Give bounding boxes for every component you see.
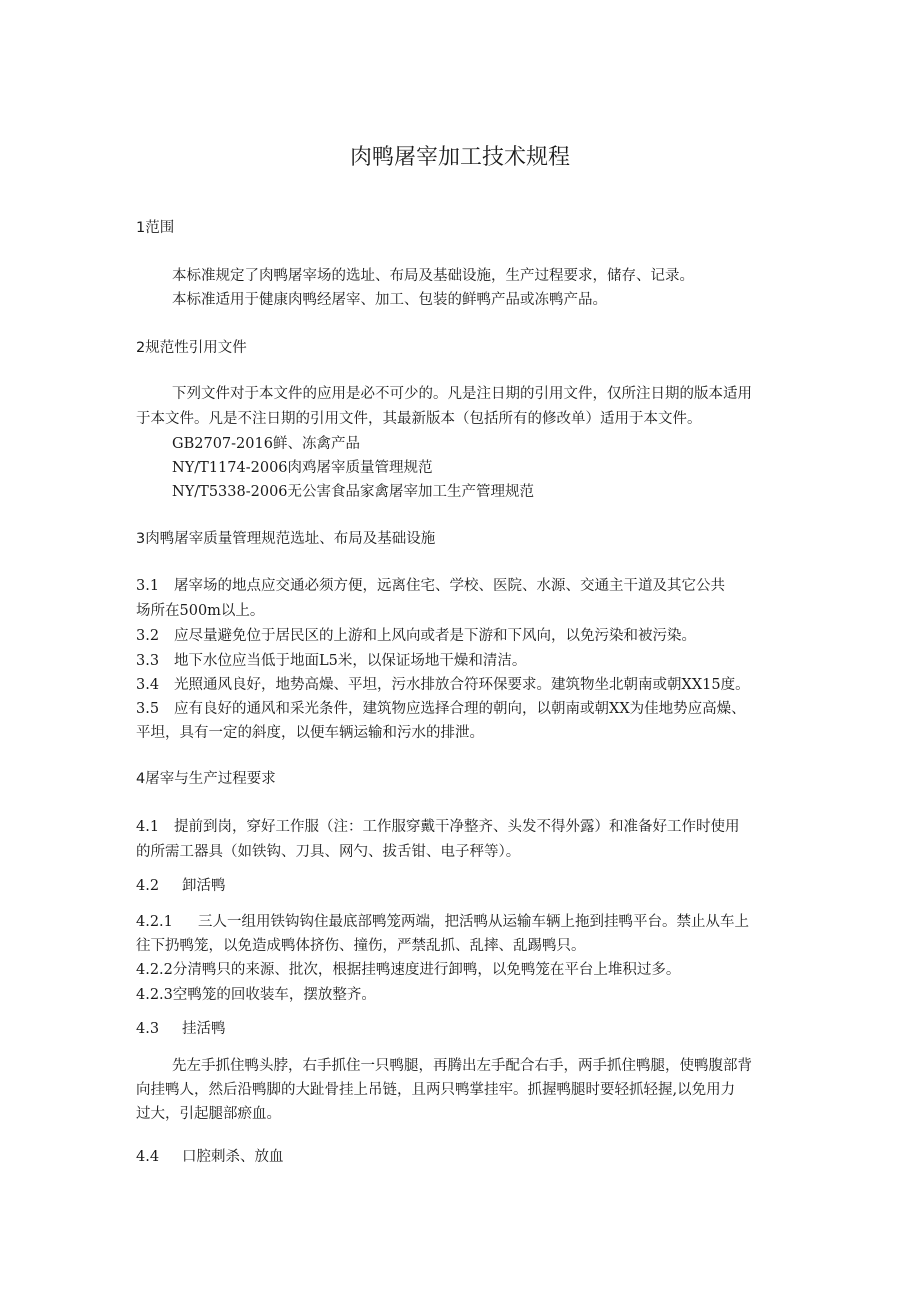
clause-line: 场所在500m以上。 [136,603,265,619]
paragraph-line: 下列文件对于本文件的应用是必不可少的。凡是注日期的引用文件，仅所注日期的版本适用 [172,386,752,402]
clause-line [136,626,796,646]
clause-text: 应尽量避免位于居民区的上游和上风向或者是下游和下风向，以免污染和被污染。 [174,628,696,644]
clause-number: 3.2 [136,628,160,644]
paragraph-line: 向挂鸭人，然后沿鸭脚的大趾骨挂上吊链，且两只鸭掌挂牢。抓握鸭腿时要轻抓轻握,以免用力 [136,1082,736,1098]
clause-line [136,651,796,671]
paragraph-line: 过大，引起腿部瘀血。 [136,1106,281,1122]
subsection-heading [136,1019,796,1039]
reference-item: NY/T5338-2006无公害食品家禽屠宰加工生产管理规范 [172,484,535,500]
clause-line [136,912,796,932]
clause-line: 平坦，具有一定的斜度，以便车辆运输和污水的排泄。 [136,725,484,741]
clause-text: 三人一组用铁钩钩住最底部鸭笼两端，把活鸭从运输车辆上拖到挂鸭平台。禁止从车上 [198,914,749,930]
subsection-title: 口腔刺杀、放血 [182,1149,284,1165]
clause-number: 3.5 [136,701,160,717]
clause-text: 屠宰场的地点应交通必须方便，远离住宅、学校、医院、水源、交通主干道及其它公共 [174,578,725,594]
reference-item: GB2707-2016鲜、冻禽产品 [172,436,360,452]
clause-number: 3.1 [136,578,160,594]
paragraph-line: 本标准规定了肉鸭屠宰场的选址、布局及基础设施，生产过程要求，储存、记录。 [172,268,694,284]
page-title: 肉鸭屠宰加工技术规程 [349,145,570,170]
clause-number: 4.2.1 [136,914,173,930]
clause-line [136,576,796,596]
clause-text: 地下水位应当低于地面L5米，以保证场地干燥和清洁。 [174,653,527,669]
clause-text: 提前到岗，穿好工作服（注：工作服穿戴干净整齐、头发不得外露）和准备好工作时使用 [174,819,740,835]
clause-text: 应有良好的通风和采光条件，建筑物应选择合理的朝向，以朝南或朝XX为佳地势应高燥、 [174,701,746,717]
section-heading: 4屠宰与生产过程要求 [136,771,276,787]
clause-text: 光照通风良好，地势高燥、平坦，污水排放合符环保要求。建筑物坐北朝南或朝XX15度。 [174,677,750,693]
clause-number: 4.4 [136,1149,160,1165]
clause-number: 3.3 [136,653,160,669]
section-heading: 1范围 [136,220,175,236]
clause-line [136,699,796,719]
subsection-title: 卸活鸭 [182,878,226,894]
clause-number: 4.1 [136,819,160,835]
clause-line: 4.2.2分清鸭只的来源、批次，根据挂鸭速度进行卸鸭，以免鸭笼在平台上堆积过多。 [136,962,681,978]
paragraph-line: 先左手抓住鸭头脖，右手抓住一只鸭腿，再腾出左手配合右手，两手抓住鸭腿，使鸭腹部背 [172,1058,752,1074]
clause-line [136,817,796,837]
reference-item: NY/T1174-2006肉鸡屠宰质量管理规范 [172,460,433,476]
clause-line: 的所需工器具（如铁钩、刀具、网勺、拔舌钳、电子秤等）。 [136,844,521,860]
section-heading: 3肉鸭屠宰质量管理规范选址、布局及基础设施 [136,531,436,547]
clause-line: 4.2.3空鸭笼的回收装车，摆放整齐。 [136,987,376,1003]
subsection-heading [136,1147,796,1167]
clause-number: 4.2 [136,878,160,894]
clause-line: 往下扔鸭笼，以免造成鸭体挤伤、撞伤，严禁乱抓、乱摔、乱踢鸭只。 [136,938,586,954]
subsection-heading [136,876,796,896]
paragraph-line: 于本文件。凡是不注日期的引用文件，其最新版本（包括所有的修改单）适用于本文件。 [136,411,702,427]
clause-number: 3.4 [136,677,160,693]
paragraph-line: 本标准适用于健康肉鸭经屠宰、加工、包装的鲜鸭产品或冻鸭产品。 [172,292,607,308]
clause-number: 4.3 [136,1021,160,1037]
section-heading: 2规范性引用文件 [136,340,247,356]
subsection-title: 挂活鸭 [182,1021,226,1037]
clause-line [136,675,796,695]
